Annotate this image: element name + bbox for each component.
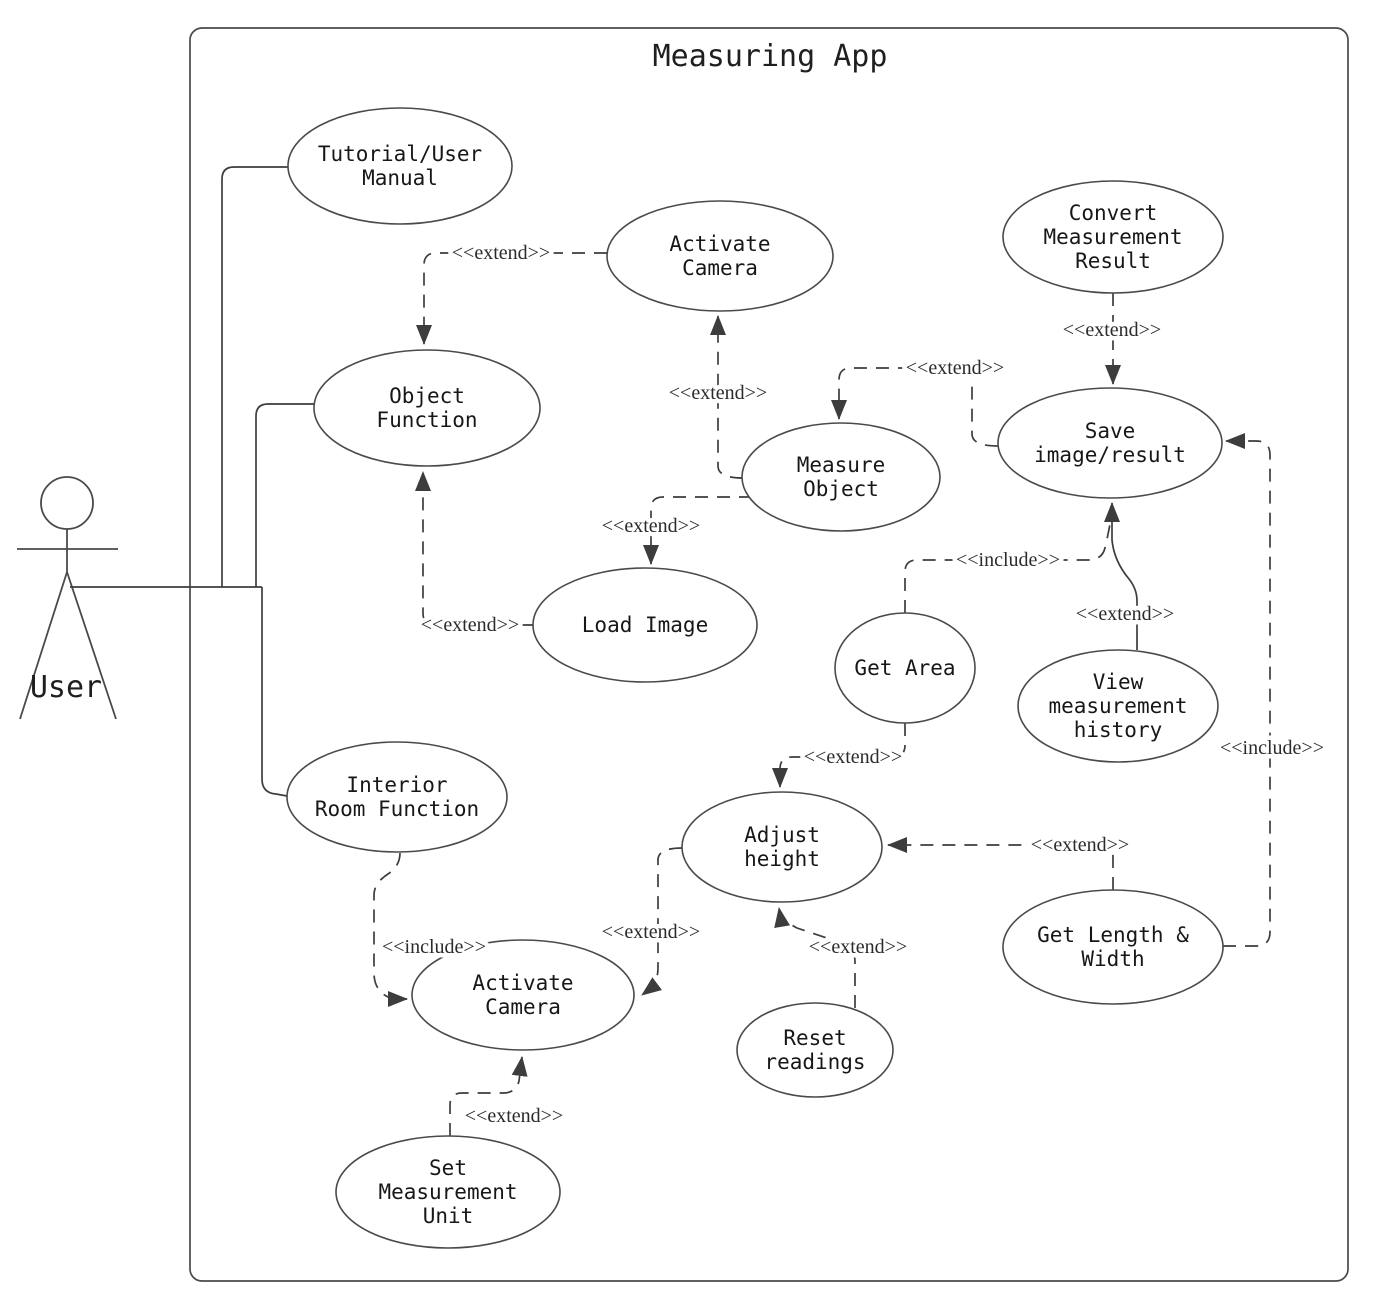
usecase-interior-room-function[interactable] xyxy=(287,742,507,852)
usecase-view-measurement-history[interactable] xyxy=(1018,650,1218,762)
usecase-tutorial-user-manual[interactable] xyxy=(288,108,512,224)
usecase-set-measurement-unit[interactable] xyxy=(336,1136,560,1248)
usecase-label-adjust-height: Adjust height xyxy=(744,823,820,871)
actor-head xyxy=(41,477,93,529)
usecase-label-get-area: Get Area xyxy=(854,656,956,680)
system-title: Measuring App xyxy=(652,39,888,74)
usecase-convert-measurement-result[interactable] xyxy=(1003,181,1223,293)
usecase-object-function[interactable] xyxy=(314,350,540,466)
stereotype-label-measure-extend-loadimage: <<extend>> xyxy=(601,515,701,537)
connector-loadimage-extend-objectfn xyxy=(423,472,533,625)
usecase-adjust-height[interactable] xyxy=(682,792,882,902)
usecase-load-image[interactable] xyxy=(533,568,757,682)
usecase-label-interior-room-function: Interior Room Function xyxy=(314,773,480,821)
stereotype-label-convert-extend-save: <<extend>> xyxy=(1062,319,1162,341)
usecase-label-view-measurement-history: View measurement history xyxy=(1048,670,1188,742)
stereotype-label-reset-extend-adjust: <<extend>> xyxy=(808,936,908,958)
usecase-label-save-image-result: Save image/result xyxy=(1034,419,1186,467)
usecase-label-measure-object: Measure Object xyxy=(796,453,886,501)
connector-viewhistory-extend-save xyxy=(1112,503,1137,650)
actor-user[interactable] xyxy=(17,477,118,719)
stereotype-label-getlw-include-save: <<include>> xyxy=(1220,737,1324,759)
usecase-activate-camera-top[interactable] xyxy=(607,201,833,311)
stereotype-label-getarea-extend-adjust: <<extend>> xyxy=(803,746,903,768)
usecase-label-activate-camera-bottom: Activate Camera xyxy=(472,971,574,1019)
stereotype-label-activatecam-extend-objectfn: <<extend>> xyxy=(451,242,551,264)
usecase-label-get-length-width: Get Length & Width xyxy=(1037,923,1189,971)
usecase-label-tutorial-user-manual: Tutorial/User Manual xyxy=(317,142,483,190)
stereotype-label-setunit-extend-activatecam2: <<extend>> xyxy=(464,1105,564,1127)
usecase-get-area[interactable] xyxy=(835,613,975,723)
stereotype-label-measure-extend-activatecam: <<extend>> xyxy=(668,382,768,404)
connector-user-object-function xyxy=(256,404,314,587)
usecase-label-object-function: Object Function xyxy=(376,384,478,432)
actor-label: User xyxy=(29,670,103,705)
connector-activatecam-extend-objectfn xyxy=(424,253,607,344)
stereotype-label-adjust-extend-activatecam2: <<extend>> xyxy=(601,921,701,943)
usecase-label-reset-readings: Reset readings xyxy=(764,1026,866,1074)
use-case-layer xyxy=(287,108,1223,1248)
connector-getlw-include-save xyxy=(1223,441,1270,946)
usecase-label-convert-measurement-result: Convert Measurement Result xyxy=(1043,201,1183,273)
stereotype-label-save-extend-measure: <<extend>> xyxy=(905,357,1005,379)
usecase-measure-object[interactable] xyxy=(742,423,940,531)
connector-user-tutorial xyxy=(222,167,288,587)
connector-reset-extend-adjust xyxy=(779,908,855,1008)
usecase-label-set-measurement-unit: Set Measurement Unit xyxy=(378,1156,518,1228)
stereotype-label-interior-include-activatecam2: <<include>> xyxy=(382,936,486,958)
usecase-get-length-width[interactable] xyxy=(1003,890,1223,1004)
connector-user-interior-room xyxy=(262,587,287,796)
stereotype-label-loadimage-extend-objectfn: <<extend>> xyxy=(420,614,520,636)
usecase-label-load-image: Load Image xyxy=(581,613,709,637)
stereotype-label-viewhistory-extend-save: <<extend>> xyxy=(1075,603,1175,625)
connector-interior-include-activatecam2 xyxy=(374,853,407,999)
usecase-label-activate-camera-top: Activate Camera xyxy=(669,232,771,280)
stereotype-label-getarea-include-save: <<include>> xyxy=(956,549,1060,571)
usecase-save-image-result[interactable] xyxy=(998,388,1222,498)
usecase-reset-readings[interactable] xyxy=(737,1003,893,1097)
stereotype-label-getlw-extend-adjust: <<extend>> xyxy=(1030,834,1130,856)
